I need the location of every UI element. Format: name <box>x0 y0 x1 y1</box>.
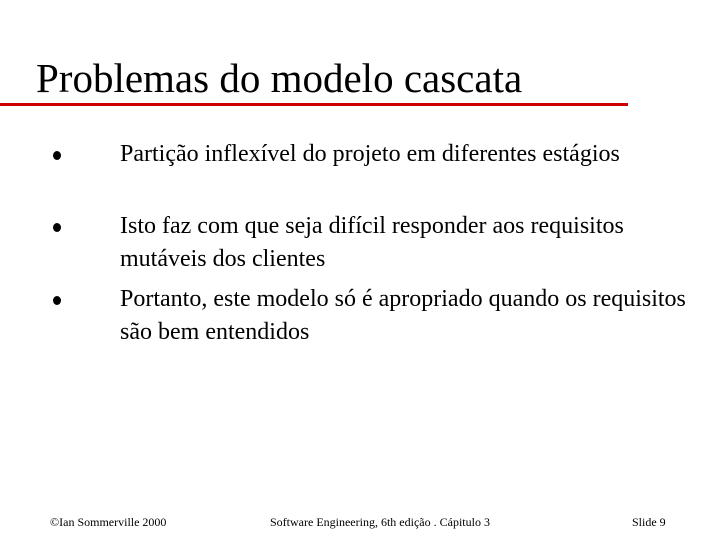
footer-copyright: ©Ian Sommerville 2000 <box>50 515 167 529</box>
slide-title: Problemas do modelo cascata <box>36 55 523 101</box>
title-underline <box>0 103 628 106</box>
bullet-text: Isto faz com que seja difícil responder aos requisitos mutáveis dos clientes <box>120 213 624 272</box>
bullet-item <box>120 210 690 276</box>
bullet-item <box>120 138 690 171</box>
bullet-text: Portanto, este modelo só é apropriado quando os requisitos são bem entendidos <box>120 286 686 345</box>
bullet-dot-icon <box>53 151 61 160</box>
footer-book-info: Software Engineering, 6th edição . Cápitulo 3 <box>270 515 490 529</box>
bullet-item <box>120 283 690 349</box>
footer-slide-number: Slide 9 <box>632 515 666 529</box>
bullet-dot-icon <box>53 223 61 232</box>
bullet-dot-icon <box>53 296 61 305</box>
bullet-text: Partição inflexível do projeto em diferentes estágios <box>120 141 620 167</box>
